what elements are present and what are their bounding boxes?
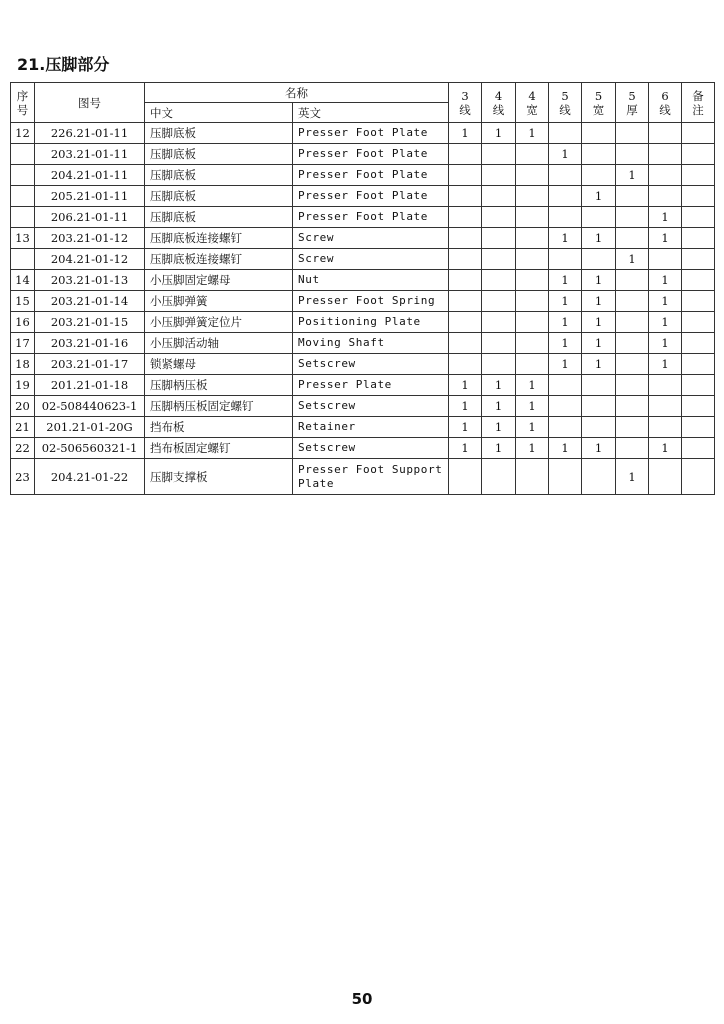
row-qty-col-5 bbox=[582, 375, 616, 396]
row-drawing-no: 203.21-01-13 bbox=[35, 270, 145, 291]
row-qty-col-1 bbox=[449, 270, 482, 291]
row-qty-col-2 bbox=[482, 228, 516, 249]
row-seq: 23 bbox=[11, 459, 35, 495]
row-qty-col-3 bbox=[516, 207, 549, 228]
table-row bbox=[11, 228, 715, 249]
row-qty-col-7 bbox=[649, 249, 682, 270]
row-english-name: Screw bbox=[293, 228, 449, 249]
header-remark: 备 注 bbox=[682, 83, 715, 123]
table-body bbox=[11, 123, 715, 495]
row-qty-col-5: 1 bbox=[582, 333, 616, 354]
row-english-name: Screw bbox=[293, 249, 449, 270]
parts-table bbox=[10, 82, 715, 495]
row-qty-col-1 bbox=[449, 186, 482, 207]
row-chinese-name: 压脚底板连接螺钉 bbox=[145, 249, 293, 270]
row-qty-col-5: 1 bbox=[582, 291, 616, 312]
row-remark bbox=[682, 123, 715, 144]
row-english-name: Presser Foot Plate bbox=[293, 165, 449, 186]
row-chinese-name: 压脚底板连接螺钉 bbox=[145, 228, 293, 249]
row-qty-col-2 bbox=[482, 291, 516, 312]
table-row bbox=[11, 333, 715, 354]
row-qty-col-2: 1 bbox=[482, 438, 516, 459]
row-drawing-no: 203.21-01-17 bbox=[35, 354, 145, 375]
row-qty-col-2 bbox=[482, 249, 516, 270]
row-qty-col-3: 1 bbox=[516, 396, 549, 417]
row-qty-col-1 bbox=[449, 165, 482, 186]
row-qty-col-2 bbox=[482, 207, 516, 228]
row-qty-col-2: 1 bbox=[482, 396, 516, 417]
row-qty-col-7: 1 bbox=[649, 312, 682, 333]
table-row bbox=[11, 354, 715, 375]
header-col-6-line: 6 线 bbox=[649, 83, 682, 123]
table-row bbox=[11, 249, 715, 270]
row-qty-col-4: 1 bbox=[549, 354, 582, 375]
row-drawing-no: 226.21-01-11 bbox=[35, 123, 145, 144]
row-chinese-name: 压脚柄压板固定螺钉 bbox=[145, 396, 293, 417]
row-qty-col-2 bbox=[482, 312, 516, 333]
row-qty-col-5: 1 bbox=[582, 354, 616, 375]
header-col-5-wide: 5 宽 bbox=[582, 83, 616, 123]
row-qty-col-3 bbox=[516, 333, 549, 354]
row-english-name: Retainer bbox=[293, 417, 449, 438]
row-seq: 13 bbox=[11, 228, 35, 249]
row-chinese-name: 压脚底板 bbox=[145, 207, 293, 228]
row-seq: 16 bbox=[11, 312, 35, 333]
row-chinese-name: 压脚底板 bbox=[145, 165, 293, 186]
header-english: 英文 bbox=[293, 103, 449, 123]
row-seq: 21 bbox=[11, 417, 35, 438]
row-seq bbox=[11, 249, 35, 270]
table-row bbox=[11, 438, 715, 459]
row-seq bbox=[11, 186, 35, 207]
row-chinese-name: 锁紧螺母 bbox=[145, 354, 293, 375]
header-drawing-no: 图号 bbox=[35, 83, 145, 123]
row-qty-col-7: 1 bbox=[649, 354, 682, 375]
header-name: 名称 bbox=[145, 83, 449, 103]
row-qty-col-1 bbox=[449, 207, 482, 228]
table-row bbox=[11, 270, 715, 291]
row-qty-col-5 bbox=[582, 123, 616, 144]
header-col-5-thick: 5 厚 bbox=[616, 83, 649, 123]
row-remark bbox=[682, 291, 715, 312]
row-seq: 18 bbox=[11, 354, 35, 375]
row-qty-col-5 bbox=[582, 396, 616, 417]
row-drawing-no: 203.21-01-14 bbox=[35, 291, 145, 312]
row-remark bbox=[682, 333, 715, 354]
row-english-name: Presser Plate bbox=[293, 375, 449, 396]
row-seq bbox=[11, 165, 35, 186]
row-qty-col-1 bbox=[449, 354, 482, 375]
row-qty-col-6 bbox=[616, 375, 649, 396]
table-row bbox=[11, 312, 715, 333]
row-english-name: Presser Foot Plate bbox=[293, 123, 449, 144]
header-col-4-line: 4 线 bbox=[482, 83, 516, 123]
row-drawing-no: 204.21-01-22 bbox=[35, 459, 145, 495]
row-remark bbox=[682, 249, 715, 270]
row-qty-col-2: 1 bbox=[482, 375, 516, 396]
row-qty-col-7: 1 bbox=[649, 333, 682, 354]
row-qty-col-6 bbox=[616, 207, 649, 228]
row-qty-col-4 bbox=[549, 249, 582, 270]
row-qty-col-7: 1 bbox=[649, 438, 682, 459]
row-remark bbox=[682, 186, 715, 207]
row-remark bbox=[682, 438, 715, 459]
row-qty-col-6 bbox=[616, 123, 649, 144]
row-english-name: Presser Foot Plate bbox=[293, 144, 449, 165]
row-qty-col-6 bbox=[616, 396, 649, 417]
row-remark bbox=[682, 144, 715, 165]
table-row bbox=[11, 396, 715, 417]
row-qty-col-2 bbox=[482, 333, 516, 354]
row-remark bbox=[682, 228, 715, 249]
row-qty-col-1 bbox=[449, 228, 482, 249]
row-drawing-no: 02-506560321-1 bbox=[35, 438, 145, 459]
row-qty-col-6: 1 bbox=[616, 165, 649, 186]
row-qty-col-5 bbox=[582, 144, 616, 165]
row-drawing-no: 201.21-01-18 bbox=[35, 375, 145, 396]
row-qty-col-6 bbox=[616, 312, 649, 333]
row-english-name: Setscrew bbox=[293, 396, 449, 417]
row-remark bbox=[682, 270, 715, 291]
row-seq bbox=[11, 207, 35, 228]
row-qty-col-7 bbox=[649, 123, 682, 144]
row-qty-col-4 bbox=[549, 165, 582, 186]
row-qty-col-4 bbox=[549, 186, 582, 207]
row-qty-col-5 bbox=[582, 459, 616, 495]
row-chinese-name: 小压脚弹簧定位片 bbox=[145, 312, 293, 333]
row-qty-col-6 bbox=[616, 354, 649, 375]
row-seq: 22 bbox=[11, 438, 35, 459]
row-english-name: Presser Foot Plate bbox=[293, 207, 449, 228]
row-qty-col-1 bbox=[449, 459, 482, 495]
row-english-name: Presser Foot Support Plate bbox=[293, 459, 449, 495]
page-number: 50 bbox=[351, 990, 373, 1008]
row-qty-col-4 bbox=[549, 375, 582, 396]
section-title: 21.压脚部分 bbox=[17, 55, 110, 74]
row-qty-col-5 bbox=[582, 207, 616, 228]
row-qty-col-1: 1 bbox=[449, 417, 482, 438]
table-row bbox=[11, 186, 715, 207]
row-qty-col-7 bbox=[649, 144, 682, 165]
row-qty-col-7 bbox=[649, 375, 682, 396]
row-qty-col-5: 1 bbox=[582, 228, 616, 249]
row-qty-col-6 bbox=[616, 186, 649, 207]
row-qty-col-3 bbox=[516, 144, 549, 165]
row-qty-col-2 bbox=[482, 144, 516, 165]
row-english-name: Presser Foot Spring bbox=[293, 291, 449, 312]
row-seq: 19 bbox=[11, 375, 35, 396]
row-qty-col-7 bbox=[649, 165, 682, 186]
row-english-name: Setscrew bbox=[293, 354, 449, 375]
table-row bbox=[11, 291, 715, 312]
row-qty-col-4: 1 bbox=[549, 438, 582, 459]
row-qty-col-4: 1 bbox=[549, 228, 582, 249]
row-qty-col-1 bbox=[449, 312, 482, 333]
row-drawing-no: 02-508440623-1 bbox=[35, 396, 145, 417]
row-qty-col-5: 1 bbox=[582, 438, 616, 459]
row-qty-col-4 bbox=[549, 417, 582, 438]
row-qty-col-3: 1 bbox=[516, 123, 549, 144]
row-qty-col-3 bbox=[516, 228, 549, 249]
table-row bbox=[11, 375, 715, 396]
row-drawing-no: 203.21-01-11 bbox=[35, 144, 145, 165]
row-qty-col-5: 1 bbox=[582, 186, 616, 207]
row-qty-col-1 bbox=[449, 144, 482, 165]
row-seq bbox=[11, 144, 35, 165]
row-qty-col-1: 1 bbox=[449, 123, 482, 144]
row-qty-col-5: 1 bbox=[582, 312, 616, 333]
row-qty-col-1: 1 bbox=[449, 438, 482, 459]
row-qty-col-6: 1 bbox=[616, 249, 649, 270]
row-drawing-no: 201.21-01-20G bbox=[35, 417, 145, 438]
row-qty-col-5 bbox=[582, 249, 616, 270]
row-drawing-no: 205.21-01-11 bbox=[35, 186, 145, 207]
row-qty-col-5: 1 bbox=[582, 270, 616, 291]
row-qty-col-1 bbox=[449, 249, 482, 270]
row-drawing-no: 206.21-01-11 bbox=[35, 207, 145, 228]
row-qty-col-4 bbox=[549, 123, 582, 144]
row-qty-col-3 bbox=[516, 312, 549, 333]
row-qty-col-7 bbox=[649, 186, 682, 207]
row-remark bbox=[682, 417, 715, 438]
table-row bbox=[11, 165, 715, 186]
row-qty-col-3: 1 bbox=[516, 438, 549, 459]
row-qty-col-6 bbox=[616, 270, 649, 291]
row-seq: 17 bbox=[11, 333, 35, 354]
row-chinese-name: 压脚底板 bbox=[145, 144, 293, 165]
row-drawing-no: 203.21-01-15 bbox=[35, 312, 145, 333]
row-qty-col-3 bbox=[516, 354, 549, 375]
row-qty-col-7 bbox=[649, 459, 682, 495]
row-remark bbox=[682, 207, 715, 228]
row-qty-col-3 bbox=[516, 186, 549, 207]
row-chinese-name: 挡布板固定螺钉 bbox=[145, 438, 293, 459]
row-qty-col-4 bbox=[549, 396, 582, 417]
row-qty-col-4: 1 bbox=[549, 270, 582, 291]
row-remark bbox=[682, 375, 715, 396]
row-qty-col-6 bbox=[616, 438, 649, 459]
row-remark bbox=[682, 396, 715, 417]
row-chinese-name: 压脚底板 bbox=[145, 186, 293, 207]
table-row bbox=[11, 144, 715, 165]
header-col-3-line: 3 线 bbox=[449, 83, 482, 123]
row-drawing-no: 204.21-01-12 bbox=[35, 249, 145, 270]
row-qty-col-2 bbox=[482, 186, 516, 207]
row-qty-col-2 bbox=[482, 354, 516, 375]
row-qty-col-5 bbox=[582, 165, 616, 186]
row-qty-col-6 bbox=[616, 228, 649, 249]
row-qty-col-2 bbox=[482, 270, 516, 291]
row-english-name: Setscrew bbox=[293, 438, 449, 459]
header-chinese: 中文 bbox=[145, 103, 293, 123]
row-qty-col-1 bbox=[449, 291, 482, 312]
row-qty-col-7 bbox=[649, 417, 682, 438]
row-seq: 12 bbox=[11, 123, 35, 144]
row-qty-col-3 bbox=[516, 270, 549, 291]
row-remark bbox=[682, 312, 715, 333]
row-chinese-name: 压脚支撑板 bbox=[145, 459, 293, 495]
row-seq: 15 bbox=[11, 291, 35, 312]
row-qty-col-1: 1 bbox=[449, 375, 482, 396]
row-qty-col-6 bbox=[616, 333, 649, 354]
row-qty-col-3 bbox=[516, 291, 549, 312]
row-qty-col-6 bbox=[616, 417, 649, 438]
row-remark bbox=[682, 165, 715, 186]
row-qty-col-7 bbox=[649, 396, 682, 417]
row-qty-col-3: 1 bbox=[516, 417, 549, 438]
row-qty-col-3: 1 bbox=[516, 375, 549, 396]
row-qty-col-2 bbox=[482, 459, 516, 495]
row-seq: 20 bbox=[11, 396, 35, 417]
row-qty-col-4: 1 bbox=[549, 333, 582, 354]
header-col-4-wide: 4 宽 bbox=[516, 83, 549, 123]
row-qty-col-1 bbox=[449, 333, 482, 354]
row-qty-col-2: 1 bbox=[482, 123, 516, 144]
row-chinese-name: 小压脚固定螺母 bbox=[145, 270, 293, 291]
row-qty-col-4: 1 bbox=[549, 291, 582, 312]
row-qty-col-7: 1 bbox=[649, 228, 682, 249]
row-english-name: Nut bbox=[293, 270, 449, 291]
row-remark bbox=[682, 459, 715, 495]
row-qty-col-4 bbox=[549, 459, 582, 495]
row-qty-col-3 bbox=[516, 459, 549, 495]
row-qty-col-6: 1 bbox=[616, 459, 649, 495]
table-row bbox=[11, 459, 715, 495]
table-row bbox=[11, 123, 715, 144]
row-chinese-name: 压脚柄压板 bbox=[145, 375, 293, 396]
row-qty-col-4: 1 bbox=[549, 144, 582, 165]
row-chinese-name: 小压脚弹簧 bbox=[145, 291, 293, 312]
row-remark bbox=[682, 354, 715, 375]
row-qty-col-1: 1 bbox=[449, 396, 482, 417]
row-english-name: Moving Shaft bbox=[293, 333, 449, 354]
row-qty-col-2 bbox=[482, 165, 516, 186]
row-english-name: Positioning Plate bbox=[293, 312, 449, 333]
table-header bbox=[11, 83, 715, 123]
row-qty-col-4: 1 bbox=[549, 312, 582, 333]
row-chinese-name: 小压脚活动轴 bbox=[145, 333, 293, 354]
row-qty-col-7: 1 bbox=[649, 291, 682, 312]
row-drawing-no: 203.21-01-16 bbox=[35, 333, 145, 354]
row-drawing-no: 204.21-01-11 bbox=[35, 165, 145, 186]
row-qty-col-6 bbox=[616, 291, 649, 312]
row-qty-col-5 bbox=[582, 417, 616, 438]
row-qty-col-7: 1 bbox=[649, 270, 682, 291]
row-qty-col-4 bbox=[549, 207, 582, 228]
row-drawing-no: 203.21-01-12 bbox=[35, 228, 145, 249]
row-english-name: Presser Foot Plate bbox=[293, 186, 449, 207]
row-qty-col-3 bbox=[516, 165, 549, 186]
table-row bbox=[11, 417, 715, 438]
row-qty-col-6 bbox=[616, 144, 649, 165]
row-qty-col-7: 1 bbox=[649, 207, 682, 228]
table-row bbox=[11, 207, 715, 228]
header-col-5-line: 5 线 bbox=[549, 83, 582, 123]
row-qty-col-3 bbox=[516, 249, 549, 270]
row-seq: 14 bbox=[11, 270, 35, 291]
row-chinese-name: 挡布板 bbox=[145, 417, 293, 438]
header-seq: 序 号 bbox=[11, 83, 35, 123]
row-chinese-name: 压脚底板 bbox=[145, 123, 293, 144]
row-qty-col-2: 1 bbox=[482, 417, 516, 438]
